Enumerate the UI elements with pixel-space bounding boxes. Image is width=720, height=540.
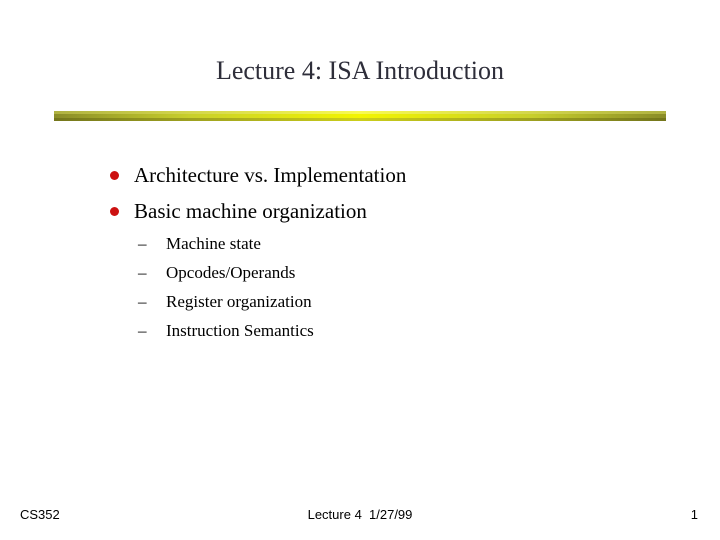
sub-bullet-item	[138, 316, 666, 345]
bullet-text: Basic machine organization	[134, 199, 367, 223]
bullet-text: Architecture vs. Implementation	[134, 163, 407, 187]
sub-bullet-item	[138, 229, 666, 258]
sub-bullet-item	[138, 258, 666, 287]
bullet-list	[106, 157, 666, 345]
dash-icon: –	[138, 292, 147, 311]
dash-icon: –	[138, 321, 147, 340]
title-underline-bar	[54, 111, 666, 121]
bullet-item	[106, 157, 666, 193]
dash-icon: –	[138, 263, 147, 282]
footer-course: CS352	[20, 507, 60, 522]
dash-icon: –	[138, 234, 147, 253]
bullet-dot-icon	[110, 171, 119, 180]
sub-bullet-text: Instruction Semantics	[166, 321, 314, 340]
bullet-dot-icon	[110, 207, 119, 216]
sub-bullet-list	[138, 229, 666, 345]
sub-bullet-item	[138, 287, 666, 316]
slide-title: Lecture 4: ISA Introduction	[215, 56, 505, 85]
sub-bullet-text: Opcodes/Operands	[166, 263, 296, 282]
sub-bullet-text: Machine state	[166, 234, 261, 253]
footer-lecture-date: Lecture 4 1/27/99	[307, 507, 413, 522]
footer-page-number: 1	[690, 507, 698, 522]
sub-bullet-text: Register organization	[166, 292, 312, 311]
bullet-item	[106, 193, 666, 345]
